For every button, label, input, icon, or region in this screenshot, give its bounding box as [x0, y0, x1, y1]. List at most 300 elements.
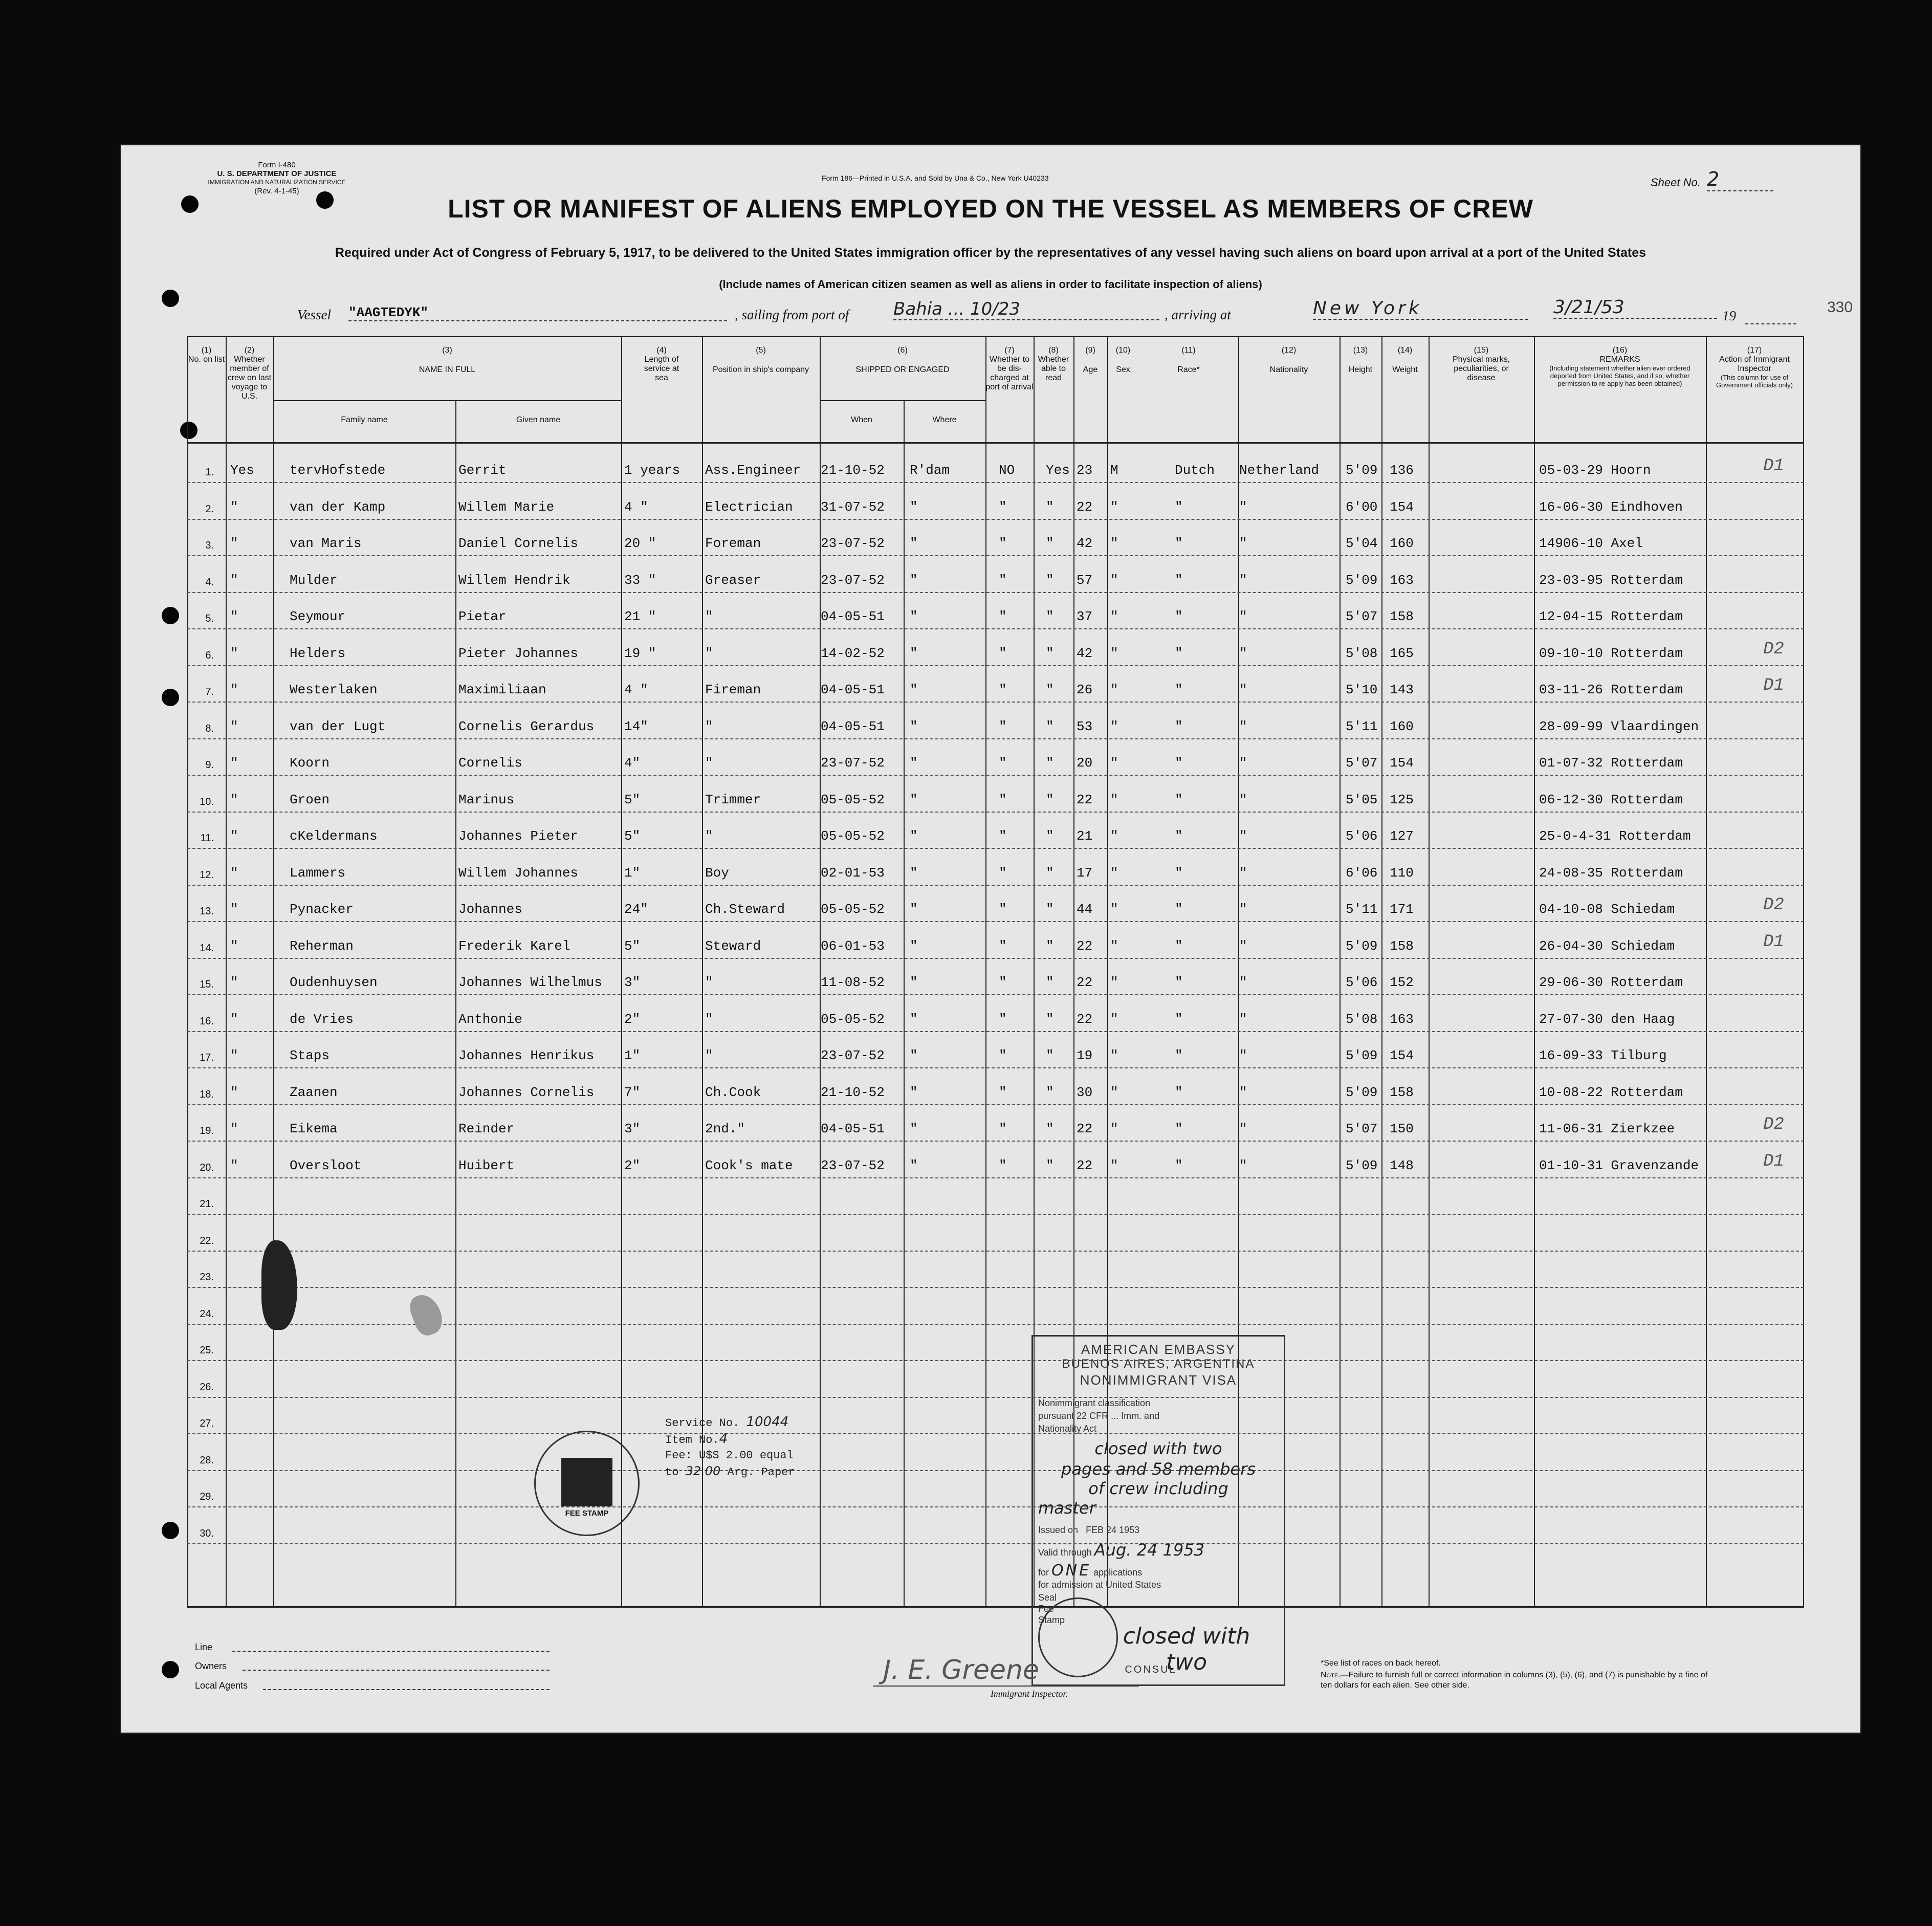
cell-read: ": [1046, 682, 1054, 697]
cell-age: 22: [1077, 499, 1093, 515]
cell-c2: ": [230, 792, 238, 807]
cell-fam: Staps: [290, 1048, 330, 1063]
footer-owners-label: Owners: [195, 1661, 227, 1671]
cell-wt: 154: [1390, 1048, 1414, 1063]
cell-ht: 5'08: [1346, 646, 1378, 661]
cell-where: ": [910, 682, 918, 697]
cell-nat: ": [1239, 755, 1247, 771]
cell-where: ": [910, 1158, 918, 1173]
ink-blot: [406, 1290, 447, 1339]
cell-rem: 01-07-32 Rotterdam: [1539, 755, 1683, 771]
cell-pos: ": [705, 719, 713, 734]
col-header-3: (3) NAME IN FULL: [419, 346, 476, 374]
cell-when: 14-02-52: [821, 646, 885, 661]
col-sep: [1381, 336, 1382, 1608]
sailing-port: Bahia ... 10/23: [893, 299, 1159, 320]
row-number: 14.: [200, 943, 214, 954]
cell-dis: ": [999, 609, 1007, 624]
row-number: 6.: [205, 650, 214, 661]
cell-ht: 5'05: [1346, 792, 1378, 807]
page-title: LIST OR MANIFEST OF ALIENS EMPLOYED ON THE VESSEL AS MEMBERS OF CREW: [448, 194, 1533, 223]
cell-len: 1": [624, 1048, 641, 1063]
cell-nat: ": [1239, 792, 1247, 807]
cell-act: D2: [1763, 1115, 1784, 1134]
cell-when: 11-08-52: [821, 975, 885, 990]
cell-nat: ": [1239, 719, 1247, 734]
cell-giv: Anthonie: [458, 1012, 522, 1027]
cell-dis: ": [999, 938, 1007, 954]
col-header-3-given: Given name: [516, 415, 561, 424]
cell-race: ": [1175, 682, 1183, 697]
cell-rem: 09-10-10 Rotterdam: [1539, 646, 1683, 661]
cell-nat: ": [1239, 1158, 1247, 1173]
cell-sex: ": [1110, 1158, 1118, 1173]
cell-rem: 23-03-95 Rotterdam: [1539, 573, 1683, 588]
cell-nat: ": [1239, 1048, 1247, 1063]
cell-nat: ": [1239, 573, 1247, 588]
cell-dis: ": [999, 1048, 1007, 1063]
cell-fam: Helders: [290, 646, 346, 661]
cell-ht: 5'09: [1346, 573, 1378, 588]
cell-fam: Koorn: [290, 755, 330, 771]
cell-where: R'dam: [910, 463, 950, 478]
cell-dis: ": [999, 646, 1007, 661]
cell-when: 05-05-52: [821, 792, 885, 807]
cell-sex: ": [1110, 902, 1118, 917]
row-rule: [187, 921, 1804, 922]
footer-owners-rule: [243, 1670, 550, 1671]
cell-rem: 05-03-29 Hoorn: [1539, 463, 1651, 478]
cell-rem: 27-07-30 den Haag: [1539, 1012, 1675, 1027]
cell-age: 30: [1077, 1085, 1093, 1100]
cell-nat: ": [1239, 1012, 1247, 1027]
page-number: 330: [1827, 299, 1853, 316]
cell-dis: ": [999, 682, 1007, 697]
col-header-4: (4) Length of service at sea: [644, 346, 679, 382]
cell-giv: Pieter Johannes: [458, 646, 579, 661]
cell-where: ": [910, 499, 918, 515]
cell-dis: ": [999, 755, 1007, 771]
cell-wt: 171: [1390, 902, 1414, 917]
cell-where: ": [910, 828, 918, 844]
cell-sex: M: [1110, 463, 1118, 478]
col-header-14: (14) Weight: [1392, 346, 1418, 374]
cell-read: ": [1046, 902, 1054, 917]
cell-wt: 163: [1390, 1012, 1414, 1027]
row-number: 11.: [200, 833, 214, 844]
cell-giv: Johannes: [458, 902, 522, 917]
cell-ht: 6'00: [1346, 499, 1378, 515]
cell-race: ": [1175, 865, 1183, 881]
row-rule: [187, 1470, 1804, 1471]
row-number: 18.: [200, 1089, 214, 1100]
cell-len: 20 ": [624, 536, 656, 551]
row-rule: [187, 1214, 1804, 1215]
cell-nat: Netherland: [1239, 463, 1320, 478]
cell-len: 7": [624, 1085, 641, 1100]
row-rule: [187, 1067, 1804, 1068]
cell-sex: ": [1110, 719, 1118, 734]
cell-len: 14": [624, 719, 648, 734]
cell-read: ": [1046, 1012, 1054, 1027]
footer-agents-rule: [263, 1689, 550, 1690]
cell-when: 23-07-52: [821, 573, 885, 588]
cell-fam: Oversloot: [290, 1158, 362, 1173]
cell-age: 42: [1077, 646, 1093, 661]
fine-note: Note.—Failure to furnish full or correct information in columns (3), (5), (6), and (7) is punishable by a fine of ten dollars for each alien. See other side.: [1321, 1671, 1708, 1690]
row-number: 23.: [200, 1272, 214, 1283]
cell-giv: Cornelis Gerardus: [458, 719, 595, 734]
cell-act: D1: [1763, 456, 1784, 476]
service-block: Service No. 10044 Item No.4 Fee: U$S 2.00 equal to 32.00 Arg. Paper: [665, 1414, 795, 1479]
cell-rem: 11-06-31 Zierkzee: [1539, 1121, 1675, 1136]
col-header-13: (13) Height: [1348, 346, 1373, 374]
cell-giv: Maximiliaan: [458, 682, 546, 697]
cell-race: ": [1175, 1048, 1183, 1063]
cell-dis: ": [999, 536, 1007, 551]
row-number: 9.: [205, 759, 214, 771]
cell-wt: 158: [1390, 609, 1414, 624]
cell-ht: 5'04: [1346, 536, 1378, 551]
cell-len: 1 years: [624, 463, 680, 478]
cell-wt: 136: [1390, 463, 1414, 478]
col-sep: [1429, 336, 1430, 1608]
cell-read: ": [1046, 1085, 1054, 1100]
cell-c2: ": [230, 938, 238, 954]
cell-age: 53: [1077, 719, 1093, 734]
row-rule: [187, 1397, 1804, 1398]
cell-fam: Oudenhuysen: [290, 975, 378, 990]
cell-ht: 5'11: [1346, 902, 1378, 917]
row-rule: [187, 1287, 1804, 1288]
cell-read: ": [1046, 1121, 1054, 1136]
cell-pos: ": [705, 1012, 713, 1027]
cell-giv: Marinus: [458, 792, 515, 807]
cell-fam: van der Lugt: [290, 719, 386, 734]
cell-ht: 6'06: [1346, 865, 1378, 881]
cell-dis: ": [999, 865, 1007, 881]
cell-where: ": [910, 1121, 918, 1136]
sheet-number: 2: [1707, 168, 1773, 191]
col-sep: [273, 336, 274, 1608]
punch-hole: [162, 1661, 179, 1678]
col-header-6-when: When: [851, 415, 872, 424]
subheader-rule: [273, 400, 621, 401]
cell-giv: Huibert: [458, 1158, 515, 1173]
footer-line-rule: [232, 1651, 550, 1652]
cell-nat: ": [1239, 682, 1247, 697]
row-number: 1.: [205, 467, 214, 478]
col-sep: [820, 336, 821, 1608]
col-header-2: (2) Whether member of crew on last voyage to U.S.: [227, 346, 272, 401]
cell-nat: ": [1239, 499, 1247, 515]
row-number: 19.: [200, 1125, 214, 1136]
col-header-1: (1) No. on list: [188, 346, 225, 364]
row-rule: [187, 665, 1804, 666]
cell-fam: Mulder: [290, 573, 338, 588]
cell-race: ": [1175, 755, 1183, 771]
cell-age: 22: [1077, 792, 1093, 807]
cell-c2: ": [230, 609, 238, 624]
cell-sex: ": [1110, 573, 1118, 588]
cell-sex: ": [1110, 828, 1118, 844]
cell-race: ": [1175, 828, 1183, 844]
cell-dis: ": [999, 792, 1007, 807]
cell-ht: 5'07: [1346, 755, 1378, 771]
cell-rem: 06-12-30 Rotterdam: [1539, 792, 1683, 807]
row-rule: [187, 519, 1804, 520]
cell-giv: Johannes Pieter: [458, 828, 579, 844]
cell-ht: 5'07: [1346, 1121, 1378, 1136]
row-rule: [187, 555, 1804, 556]
cell-ht: 5'11: [1346, 719, 1378, 734]
cell-ht: 5'09: [1346, 1158, 1378, 1173]
cell-race: ": [1175, 1121, 1183, 1136]
cell-sex: ": [1110, 1121, 1118, 1136]
cell-rem: 24-08-35 Rotterdam: [1539, 865, 1683, 881]
cell-rem: 01-10-31 Gravenzande: [1539, 1158, 1699, 1173]
cell-read: ": [1046, 719, 1054, 734]
row-rule: [187, 1104, 1804, 1105]
cell-dis: ": [999, 1085, 1007, 1100]
punch-hole: [180, 422, 197, 439]
cell-len: 4 ": [624, 499, 648, 515]
cell-pos: ": [705, 975, 713, 990]
cell-wt: 160: [1390, 536, 1414, 551]
cell-where: ": [910, 536, 918, 551]
col-header-7: (7) Whether to be dis-charged at port of arrival: [985, 346, 1034, 391]
row-rule: [187, 1141, 1804, 1142]
cell-when: 04-05-51: [821, 682, 885, 697]
fee-stamp-seal: FEE STAMP: [534, 1431, 640, 1536]
cell-age: 22: [1077, 975, 1093, 990]
row-rule: [187, 1251, 1804, 1252]
cell-c2: ": [230, 1085, 238, 1100]
cell-wt: 165: [1390, 646, 1414, 661]
row-rule: [187, 848, 1804, 849]
cell-read: ": [1046, 609, 1054, 624]
cell-race: ": [1175, 499, 1183, 515]
cell-act: D2: [1763, 640, 1784, 659]
cell-when: 05-05-52: [821, 828, 885, 844]
row-number: 13.: [200, 906, 214, 917]
row-rule: [187, 702, 1804, 703]
cell-wt: 150: [1390, 1121, 1414, 1136]
col-header-3-family: Family name: [341, 415, 388, 424]
cell-nat: ": [1239, 975, 1247, 990]
row-rule: [187, 958, 1804, 959]
cell-read: ": [1046, 755, 1054, 771]
cell-rem: 25-0-4-31 Rotterdam: [1539, 828, 1691, 844]
cell-age: 44: [1077, 902, 1093, 917]
cell-dis: ": [999, 828, 1007, 844]
races-note: *See list of races on back hereof.: [1321, 1659, 1441, 1668]
row-rule: [187, 482, 1804, 483]
cell-giv: Cornelis: [458, 755, 522, 771]
cell-sex: ": [1110, 938, 1118, 954]
cell-ht: 5'09: [1346, 1048, 1378, 1063]
cell-wt: 154: [1390, 755, 1414, 771]
cell-c2: ": [230, 828, 238, 844]
cell-len: 2": [624, 1012, 641, 1027]
punch-hole: [162, 1522, 179, 1539]
cell-rem: 16-09-33 Tilburg: [1539, 1048, 1667, 1063]
cell-giv: Willem Johannes: [458, 865, 579, 881]
cell-read: ": [1046, 828, 1054, 844]
cell-fam: tervHofstede: [290, 463, 386, 478]
cell-dis: ": [999, 975, 1007, 990]
cell-where: ": [910, 792, 918, 807]
cell-len: 19 ": [624, 646, 656, 661]
arriving-port: New York: [1313, 298, 1528, 320]
inspector-label: Immigrant Inspector.: [991, 1689, 1068, 1699]
cell-len: 4": [624, 755, 641, 771]
cell-wt: 158: [1390, 938, 1414, 954]
cell-giv: Johannes Wilhelmus: [458, 975, 602, 990]
cell-age: 37: [1077, 609, 1093, 624]
cell-when: 04-05-51: [821, 719, 885, 734]
vessel-name: "AAGTEDYK": [348, 305, 727, 321]
row-rule: [187, 994, 1804, 995]
year-label: 19: [1722, 308, 1736, 323]
cell-pos: Foreman: [705, 536, 761, 551]
cell-ht: 5'08: [1346, 1012, 1378, 1027]
col-header-12: (12) Nationality: [1269, 346, 1308, 374]
cell-giv: Reinder: [458, 1121, 515, 1136]
cell-read: ": [1046, 499, 1054, 515]
cell-rem: 16-06-30 Eindhoven: [1539, 499, 1683, 515]
cell-len: 3": [624, 1121, 641, 1136]
cell-rem: 26-04-30 Schiedam: [1539, 938, 1675, 954]
row-number: 3.: [205, 540, 214, 551]
cell-c2: ": [230, 573, 238, 588]
cell-act: D1: [1763, 932, 1784, 952]
row-number: 15.: [200, 979, 214, 990]
cell-fam: Zaanen: [290, 1085, 338, 1100]
arrival-date: 3/21/53: [1553, 297, 1717, 319]
row-number: 2.: [205, 504, 214, 515]
cell-dis: ": [999, 1121, 1007, 1136]
cell-nat: ": [1239, 646, 1247, 661]
punch-hole: [162, 290, 179, 307]
cell-fam: Pynacker: [290, 902, 354, 917]
cell-where: ": [910, 1048, 918, 1063]
cell-pos: Ass.Engineer: [705, 463, 801, 478]
cell-c2: ": [230, 499, 238, 515]
cell-sex: ": [1110, 609, 1118, 624]
cell-c2: ": [230, 1048, 238, 1063]
cell-read: ": [1046, 975, 1054, 990]
cell-giv: Frederik Karel: [458, 938, 570, 954]
inspector-signature: J. E. Greene: [883, 1655, 1039, 1686]
consul-signature: closed with two: [1123, 1623, 1250, 1675]
row-rule: [187, 738, 1804, 739]
cell-giv: Willem Hendrik: [458, 573, 570, 588]
cell-fam: cKeldermans: [290, 828, 378, 844]
cell-c2: ": [230, 1158, 238, 1173]
cell-wt: 163: [1390, 573, 1414, 588]
row-rule: [187, 885, 1804, 886]
row-rule: [187, 1543, 1804, 1544]
cell-wt: 127: [1390, 828, 1414, 844]
cell-ht: 5'09: [1346, 938, 1378, 954]
cell-wt: 154: [1390, 499, 1414, 515]
row-number: 24.: [200, 1308, 214, 1320]
cell-nat: ": [1239, 536, 1247, 551]
punch-hole: [162, 607, 179, 624]
cell-wt: 143: [1390, 682, 1414, 697]
col-sep: [1340, 336, 1341, 1608]
cell-ht: 5'06: [1346, 828, 1378, 844]
row-number: 28.: [200, 1455, 214, 1466]
cell-race: ": [1175, 938, 1183, 954]
cell-len: 33 ": [624, 573, 656, 588]
ink-blot: [261, 1240, 297, 1330]
cell-nat: ": [1239, 1121, 1247, 1136]
cell-rem: 29-06-30 Rotterdam: [1539, 975, 1683, 990]
cell-dis: ": [999, 719, 1007, 734]
cell-len: 2": [624, 1158, 641, 1173]
cell-pos: Ch.Steward: [705, 902, 785, 917]
cell-when: 04-05-51: [821, 609, 885, 624]
cell-age: 57: [1077, 573, 1093, 588]
cell-c2: ": [230, 975, 238, 990]
cell-len: 3": [624, 975, 641, 990]
col-header-15: (15) Physical marks, peculiarities, or disease: [1452, 346, 1510, 382]
cell-fam: Westerlaken: [290, 682, 378, 697]
row-rule: [187, 1177, 1804, 1178]
cell-len: 5": [624, 938, 641, 954]
col-header-8: (8) Whether able to read: [1038, 346, 1069, 382]
page-subtitle-note: (Include names of American citizen seamen as well as aliens in order to facilitate inspection of aliens): [719, 278, 1262, 291]
row-number: 26.: [200, 1382, 214, 1393]
cell-sex: ": [1110, 536, 1118, 551]
cell-where: ": [910, 902, 918, 917]
col-header-5: (5) Position in ship's company: [712, 346, 809, 374]
cell-rem: 12-04-15 Rotterdam: [1539, 609, 1683, 624]
cell-when: 06-01-53: [821, 938, 885, 954]
table-top-rule: [187, 336, 1804, 337]
cell-where: ": [910, 573, 918, 588]
cell-dis: ": [999, 499, 1007, 515]
cell-when: 05-05-52: [821, 1012, 885, 1027]
cell-c2: ": [230, 719, 238, 734]
cell-age: 26: [1077, 682, 1093, 697]
cell-giv: Daniel Cornelis: [458, 536, 579, 551]
cell-where: ": [910, 1085, 918, 1100]
printer-line: Form 186—Printed in U.S.A. and Sold by Una & Co., New York U40233: [822, 174, 1049, 182]
col-sep: [455, 400, 456, 1608]
cell-rem: 14906-10 Axel: [1539, 536, 1643, 551]
row-number: 25.: [200, 1345, 214, 1356]
cell-len: 5": [624, 792, 641, 807]
cell-len: 21 ": [624, 609, 656, 624]
cell-wt: 125: [1390, 792, 1414, 807]
cell-wt: 152: [1390, 975, 1414, 990]
cell-wt: 148: [1390, 1158, 1414, 1173]
row-number: 12.: [200, 869, 214, 881]
cell-act: D1: [1763, 676, 1784, 695]
row-number: 16.: [200, 1016, 214, 1027]
cell-race: ": [1175, 573, 1183, 588]
cell-rem: 28-09-99 Vlaardingen: [1539, 719, 1699, 734]
cell-age: 19: [1077, 1048, 1093, 1063]
form-id-block: Form I-480 U. S. DEPARTMENT OF JUSTICE IMMIGRATION AND NATURALIZATION SERVICE (Rev. 4-1-45): [208, 161, 346, 195]
vessel-label: Vessel: [297, 307, 331, 322]
cell-read: ": [1046, 646, 1054, 661]
table-bottom-rule: [187, 1606, 1804, 1608]
cell-len: 4 ": [624, 682, 648, 697]
